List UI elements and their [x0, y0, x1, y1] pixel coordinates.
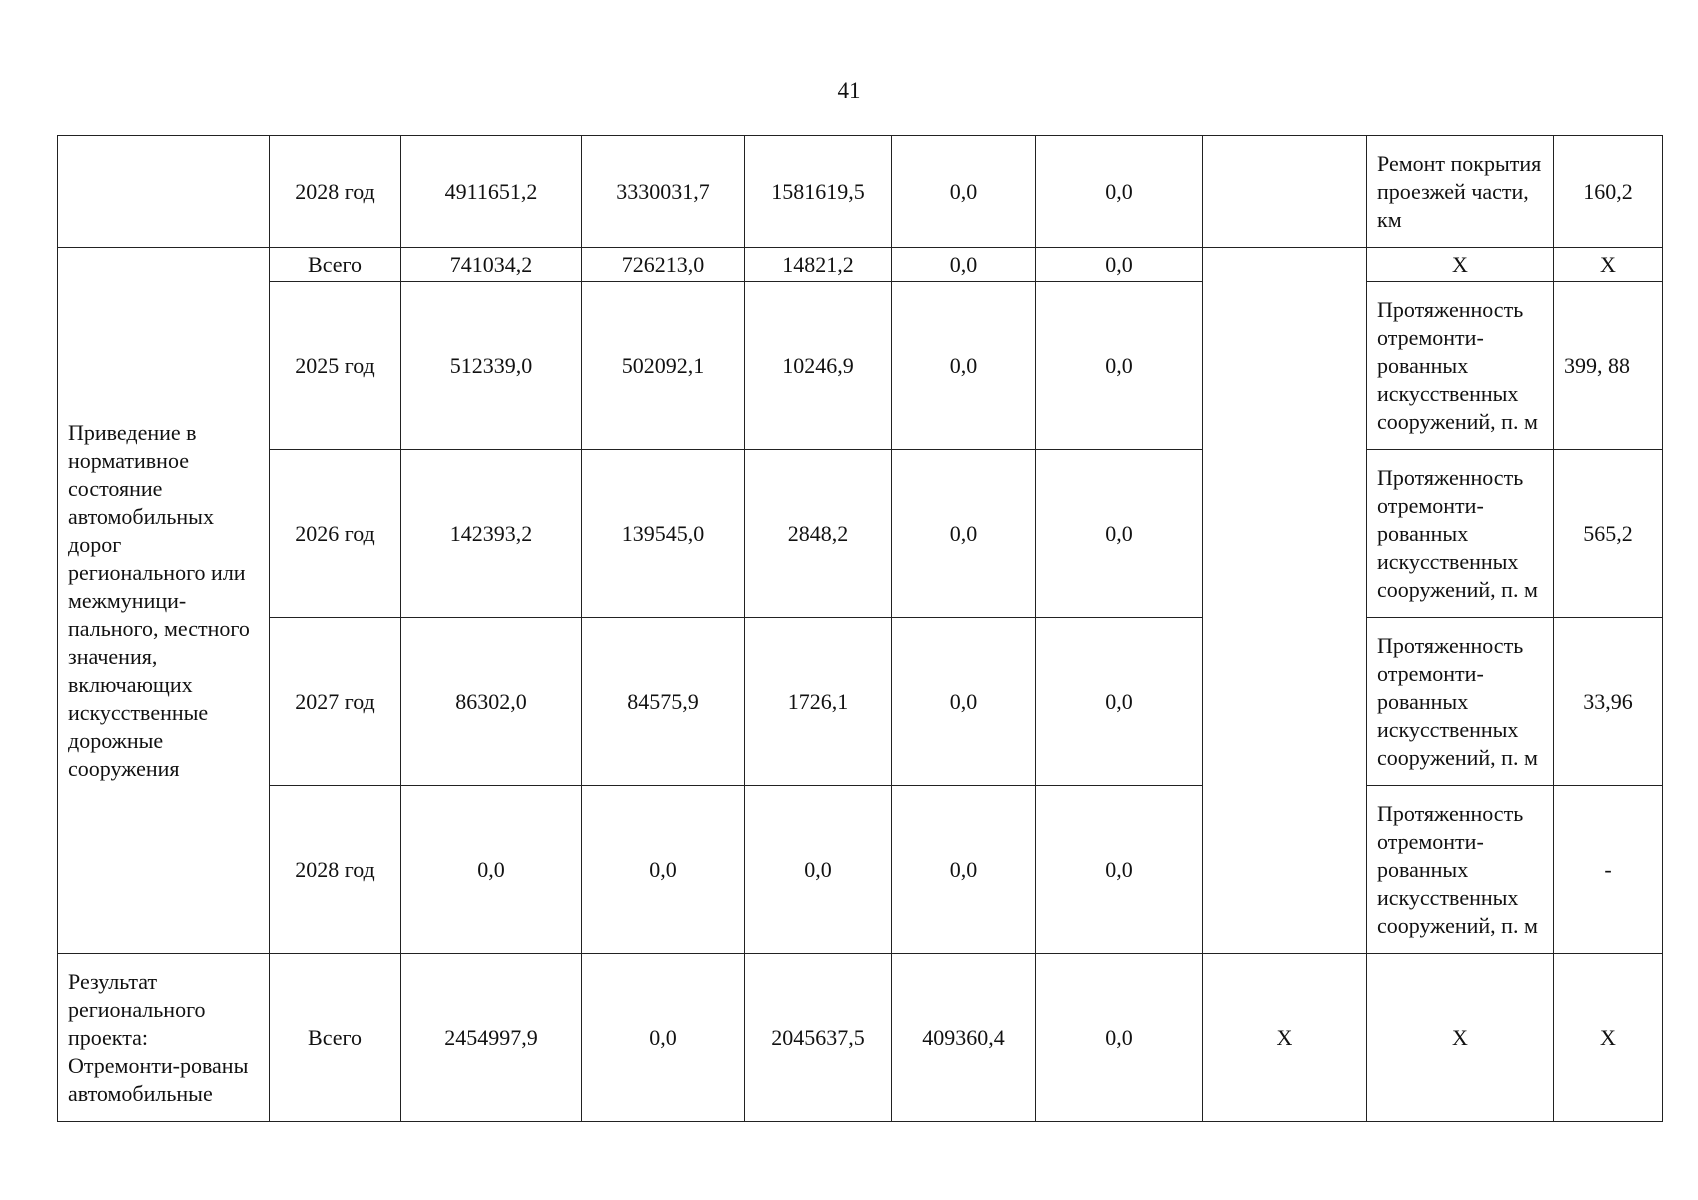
description-cell: Результат регионального проекта: Отремонти-рованы автомобильные: [58, 954, 270, 1122]
value-cell: 0,0: [745, 786, 892, 954]
table-row: [58, 282, 1663, 450]
value-cell: 2045637,5: [745, 954, 892, 1122]
indicator-cell: Протяженность отремонти-рованных искусственных сооружений, п. м: [1367, 450, 1554, 618]
executor-cell: Х: [1203, 954, 1367, 1122]
table-row: [58, 248, 1663, 282]
year-cell: 2028 год: [270, 136, 401, 248]
table-row: [58, 136, 1663, 248]
indicator-cell: Х: [1367, 954, 1554, 1122]
value-cell: 0,0: [892, 248, 1036, 282]
executor-cell: [1203, 136, 1367, 248]
value-cell: 726213,0: [582, 248, 745, 282]
value-cell: 0,0: [892, 136, 1036, 248]
indicator-cell: Протяженность отремонти-рованных искусственных сооружений, п. м: [1367, 786, 1554, 954]
value-cell: 409360,4: [892, 954, 1036, 1122]
value-cell: 0,0: [892, 450, 1036, 618]
table-row: [58, 954, 1663, 1122]
value-cell: 0,0: [1036, 450, 1203, 618]
year-cell: 2025 год: [270, 282, 401, 450]
indicator-cell: Х: [1367, 248, 1554, 282]
value-cell: 0,0: [401, 786, 582, 954]
value-cell: 741034,2: [401, 248, 582, 282]
value-cell: 86302,0: [401, 618, 582, 786]
year-cell: 2028 год: [270, 786, 401, 954]
value-cell: 10246,9: [745, 282, 892, 450]
description-cell: Приведение в нормативное состояние автомобильных дорог регионального или межмуници-пального, местного значения, включающих искусственные дорожные сооружения: [58, 248, 270, 954]
total-label-cell: Всего: [270, 954, 401, 1122]
table-row: [58, 618, 1663, 786]
value-cell: 0,0: [1036, 282, 1203, 450]
executor-cell: [1203, 248, 1367, 954]
value-cell: 0,0: [1036, 136, 1203, 248]
value-cell: 0,0: [892, 618, 1036, 786]
description-cell: [58, 136, 270, 248]
table-row: [58, 786, 1663, 954]
value-cell: 0,0: [1036, 618, 1203, 786]
indicator-cell: Ремонт покрытия проезжей части, км: [1367, 136, 1554, 248]
value-cell: 0,0: [892, 282, 1036, 450]
value-cell: 0,0: [582, 786, 745, 954]
year-cell: 2027 год: [270, 618, 401, 786]
indicator-value-cell: 565,2: [1554, 450, 1663, 618]
table-row: [58, 450, 1663, 618]
indicator-cell: Протяженность отремонти-рованных искусственных сооружений, п. м: [1367, 618, 1554, 786]
value-cell: 0,0: [892, 786, 1036, 954]
value-cell: 2454997,9: [401, 954, 582, 1122]
value-cell: 84575,9: [582, 618, 745, 786]
year-cell: 2026 год: [270, 450, 401, 618]
value-cell: 1581619,5: [745, 136, 892, 248]
page-number: 41: [837, 78, 861, 103]
value-cell: 0,0: [1036, 954, 1203, 1122]
value-cell: 2848,2: [745, 450, 892, 618]
value-cell: 3330031,7: [582, 136, 745, 248]
indicator-value-cell: 399, 88: [1554, 282, 1663, 450]
value-cell: 142393,2: [401, 450, 582, 618]
value-cell: 4911651,2: [401, 136, 582, 248]
budget-table: [57, 135, 1663, 1122]
value-cell: 512339,0: [401, 282, 582, 450]
value-cell: 502092,1: [582, 282, 745, 450]
indicator-value-cell: -: [1554, 786, 1663, 954]
indicator-cell: Протяженность отремонти-рованных искусственных сооружений, п. м: [1367, 282, 1554, 450]
value-cell: 0,0: [1036, 786, 1203, 954]
value-cell: 1726,1: [745, 618, 892, 786]
value-cell: 14821,2: [745, 248, 892, 282]
value-cell: 139545,0: [582, 450, 745, 618]
indicator-value-cell: Х: [1554, 248, 1663, 282]
total-label-cell: Всего: [270, 248, 401, 282]
value-cell: 0,0: [1036, 248, 1203, 282]
indicator-value-cell: 33,96: [1554, 618, 1663, 786]
indicator-value-cell: Х: [1554, 954, 1663, 1122]
value-cell: 0,0: [582, 954, 745, 1122]
indicator-value-cell: 160,2: [1554, 136, 1663, 248]
